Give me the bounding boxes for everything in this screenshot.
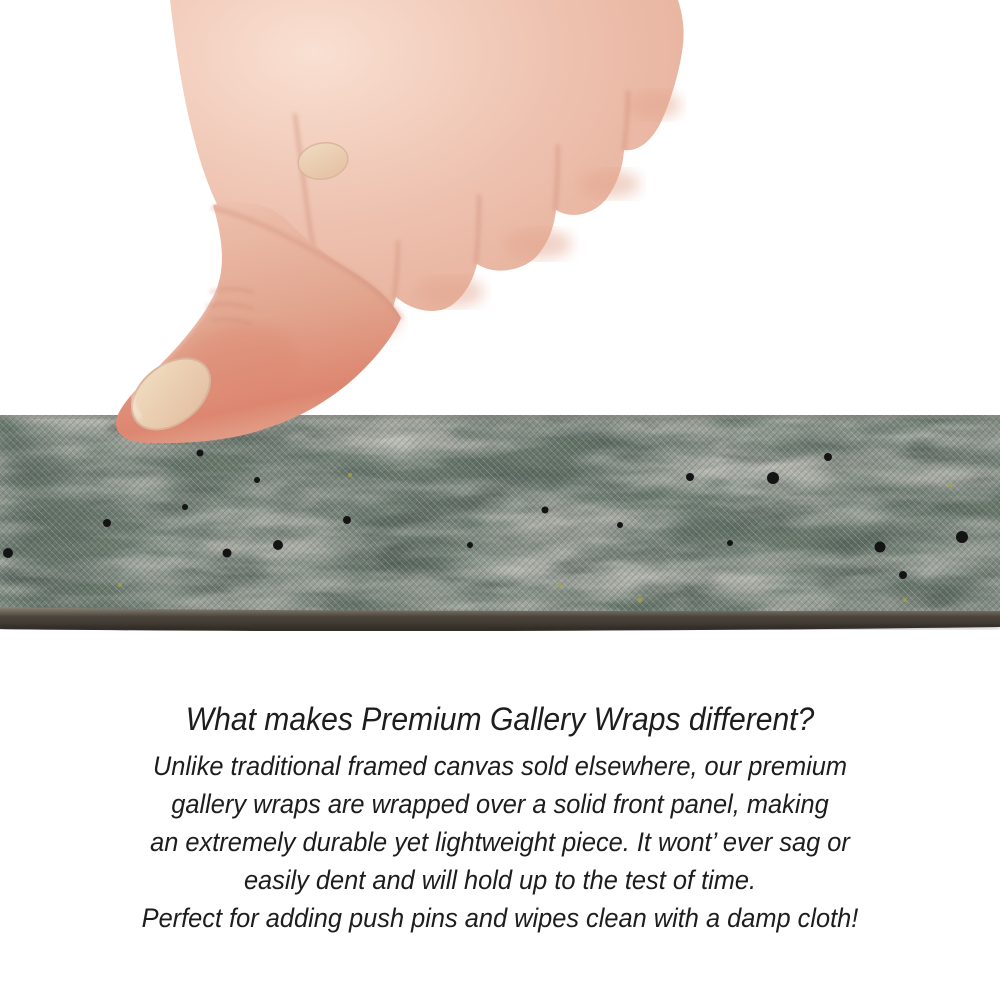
info-text-block [30, 698, 970, 937]
info-line: gallery wraps are wrapped over a solid front panel, making [171, 789, 829, 819]
info-heading: What makes Premium Gallery Wraps different? [185, 701, 815, 737]
ring-tip-shade [504, 229, 572, 259]
info-line: easily dent and will hold up to the test of time. [243, 865, 757, 895]
info-line: Perfect for adding push pins and wipes clean with a damp cloth! [141, 903, 859, 933]
pinky-tip-shade [580, 170, 640, 198]
info-line: Unlike traditional framed canvas sold elsewhere, our premium [152, 751, 848, 781]
middle-tip-shade [416, 277, 484, 307]
info-line: an extremely durable yet lightweight piece. It wont’ ever sag or [150, 827, 850, 857]
hand-photo [95, 0, 787, 452]
hand-edge-shade [629, 91, 681, 119]
